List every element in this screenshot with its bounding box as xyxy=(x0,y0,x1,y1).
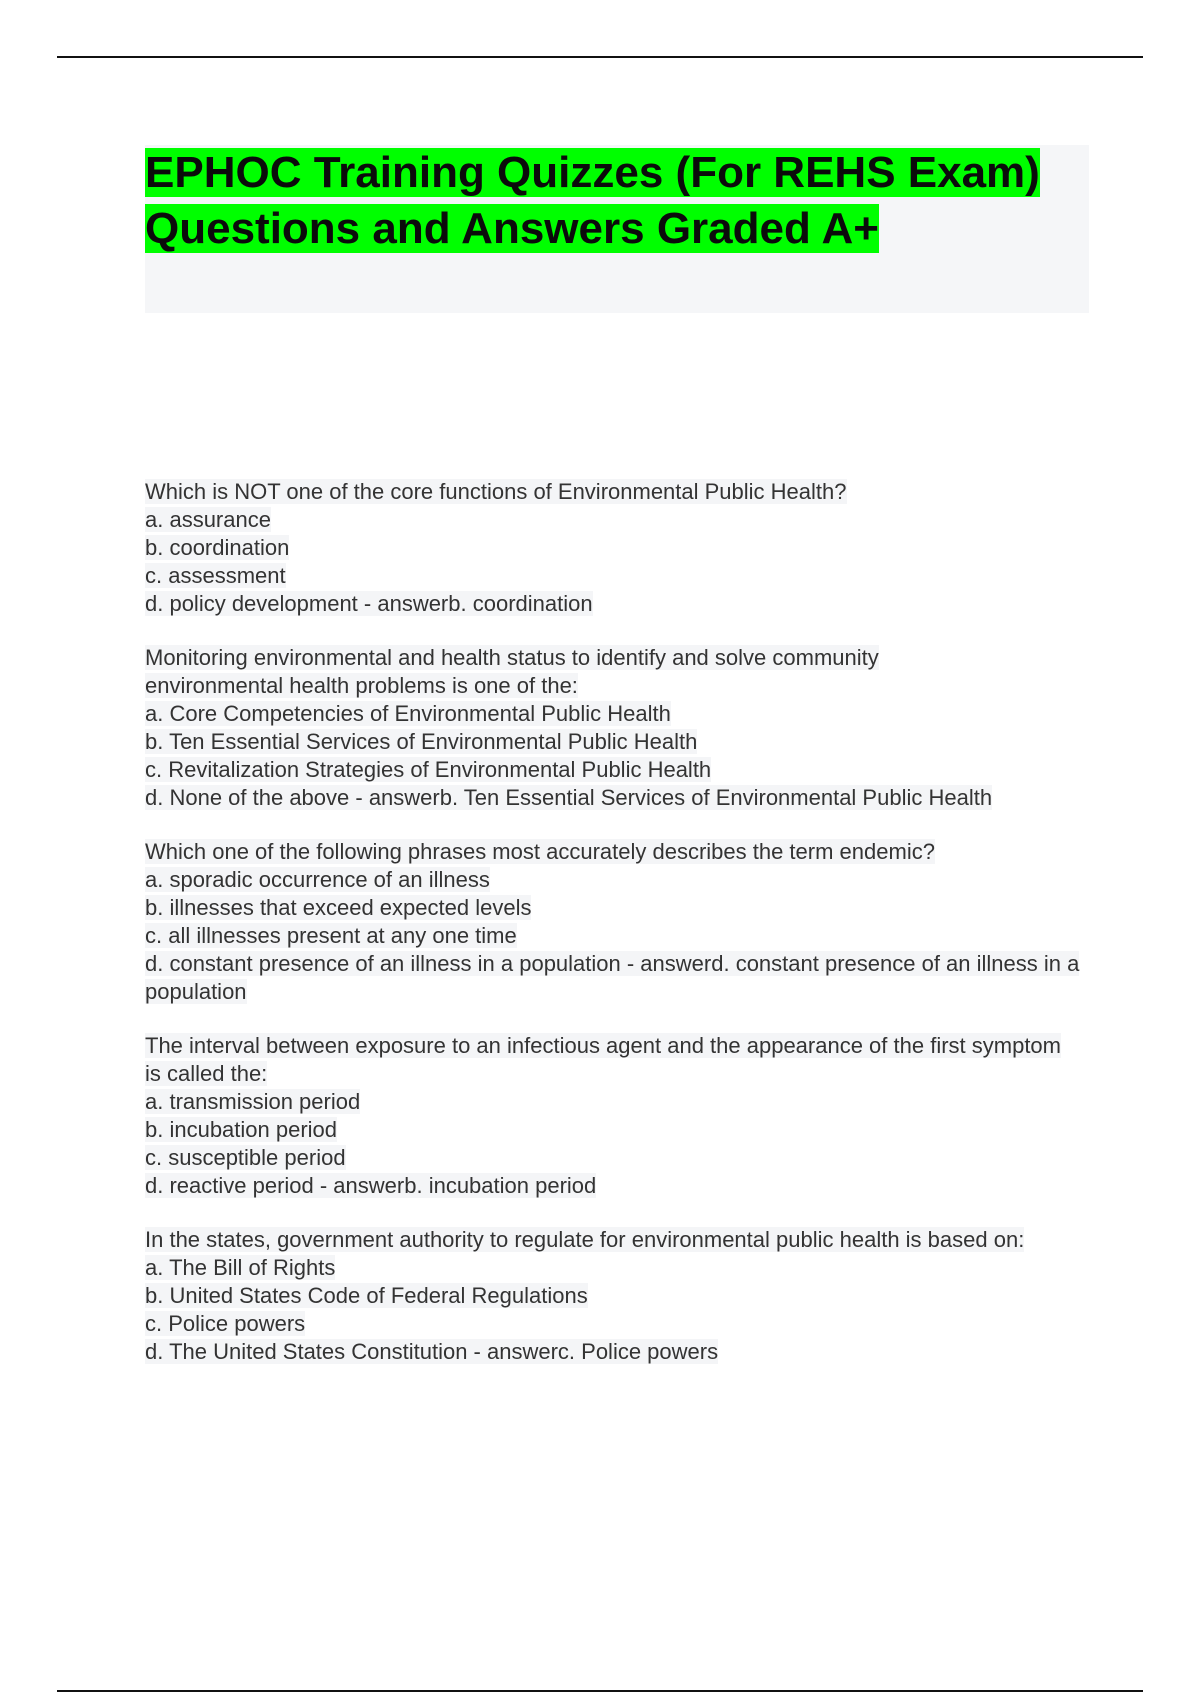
option-c: c. all illnesses present at any one time xyxy=(145,923,517,948)
option-d-answer: d. The United States Constitution - answerc. Police powers xyxy=(145,1339,719,1364)
option-d-answer: d. constant presence of an illness in a population - answerd. constant presence of an illness in a population xyxy=(145,951,1080,1004)
title-highlight: EPHOC Training Quizzes (For REHS Exam) Questions and Answers Graded A+ xyxy=(145,148,1040,253)
option-a: a. Core Competencies of Environmental Public Health xyxy=(145,701,671,726)
option-b: b. Ten Essential Services of Environmental Public Health xyxy=(145,729,698,754)
option-c: c. assessment xyxy=(145,563,286,588)
option-d-answer: d. None of the above - answerb. Ten Essential Services of Environmental Public Health xyxy=(145,785,993,810)
question-block-3 xyxy=(145,838,1085,1006)
question-text: Which is NOT one of the core functions of Environmental Public Health? xyxy=(145,479,847,504)
option-d-answer: d. reactive period - answerb. incubation period xyxy=(145,1173,597,1198)
question-block-2 xyxy=(145,644,1085,812)
option-c: c. Revitalization Strategies of Environmental Public Health xyxy=(145,757,712,782)
option-b: b. coordination xyxy=(145,535,290,560)
question-text: In the states, government authority to regulate for environmental public health is based on: xyxy=(145,1227,1025,1252)
top-rule xyxy=(57,56,1143,58)
question-text: The interval between exposure to an infectious agent and the appearance of the first symptom is called the: xyxy=(145,1033,1061,1086)
option-c: c. susceptible period xyxy=(145,1145,346,1170)
bottom-rule xyxy=(57,1690,1143,1692)
title-block xyxy=(145,145,1089,313)
question-text: Which one of the following phrases most accurately describes the term endemic? xyxy=(145,839,935,864)
option-b: b. incubation period xyxy=(145,1117,338,1142)
option-a: a. The Bill of Rights xyxy=(145,1255,336,1280)
option-b: b. United States Code of Federal Regulations xyxy=(145,1283,588,1308)
document-title xyxy=(145,145,1045,257)
question-block-5 xyxy=(145,1226,1085,1366)
question-block-1 xyxy=(145,478,1085,618)
option-d-answer: d. policy development - answerb. coordination xyxy=(145,591,593,616)
option-a: a. sporadic occurrence of an illness xyxy=(145,867,490,892)
option-c: c. Police powers xyxy=(145,1311,306,1336)
questions-list xyxy=(145,478,1085,1392)
question-text: Monitoring environmental and health status to identify and solve community environmental health problems is one of the: xyxy=(145,645,879,698)
option-a: a. transmission period xyxy=(145,1089,361,1114)
question-block-4 xyxy=(145,1032,1085,1200)
option-a: a. assurance xyxy=(145,507,271,532)
option-b: b. illnesses that exceed expected levels xyxy=(145,895,532,920)
